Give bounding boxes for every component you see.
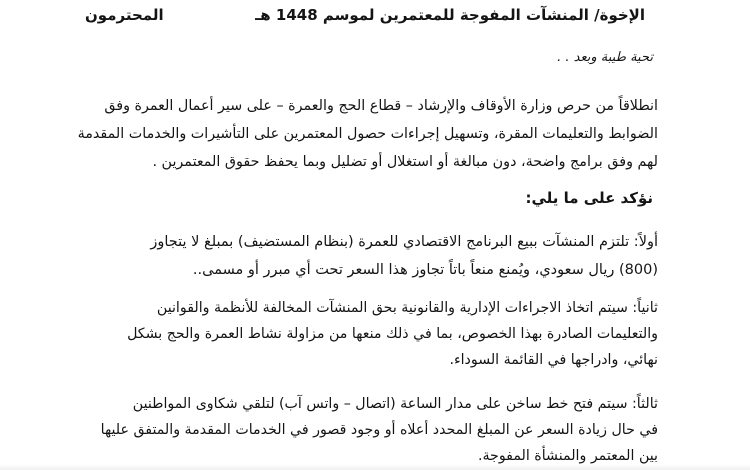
- intro-line-3: لهم وفق برامج واضحة، دون مبالغة أو استغلال أو تضليل وبما يحفظ حقوق المعتمرين .: [152, 154, 658, 170]
- greeting: تحية طيبة وبعد . .: [557, 50, 653, 65]
- point-1-line-1: أولاً: تلتزم المنشآت ببيع البرنامج الاقتصادي للعمرة (بنظام المستضيف) بمبلغ لا يتجاوز: [150, 234, 658, 250]
- point-3-line-2: في حال زيادة السعر عن المبلغ المحدد أعلاه أو وجود قصور في الخدمات المقدمة والمتفق عليها: [100, 422, 658, 438]
- point-1-line-2: (800) ريال سعودي، ويُمنع منعاً باتاً تجاوز هذا السعر تحت أي مبرر أو مسمى..: [192, 262, 658, 278]
- addressee-line: الإخوة/ المنشآت المفوجة للمعتمرين لموسم 1448 هـ: [255, 6, 645, 24]
- page-edge-shadow: [0, 464, 750, 470]
- point-3-line-3: بين المعتمر والمنشأة المفوجة.: [477, 448, 658, 464]
- point-2-line-1: ثانياً: سيتم اتخاذ الاجراءات الإدارية والقانونية بحق المنشآت المخالفة للأنظمة والقوانين: [156, 300, 658, 316]
- section-heading: نؤكد على ما يلي:: [525, 189, 653, 207]
- point-3-line-1: ثالثاً: سيتم فتح خط ساخن على مدار الساعة (اتصال – واتس آب) لتلقي شكاوى المواطنين: [132, 396, 658, 412]
- intro-line-2: الضوابط والتعليمات المقرة، وتسهيل إجراءات حصول المعتمرين على التأشيرات والخدمات المقدمة: [77, 126, 658, 142]
- intro-line-1: انطلاقاً من حرص وزارة الأوقاف والإرشاد – قطاع الحج والعمرة – على سير أعمال العمرة وفق: [104, 98, 658, 114]
- honorific: المحترمون: [85, 6, 164, 24]
- point-2-line-2: والتعليمات الصادرة بهذا الخصوص، بما في ذلك منعها من مزاولة نشاط العمرة والحج بشكل: [127, 326, 658, 342]
- point-2-line-3: نهائي، وادراجها في القائمة السوداء.: [449, 352, 658, 368]
